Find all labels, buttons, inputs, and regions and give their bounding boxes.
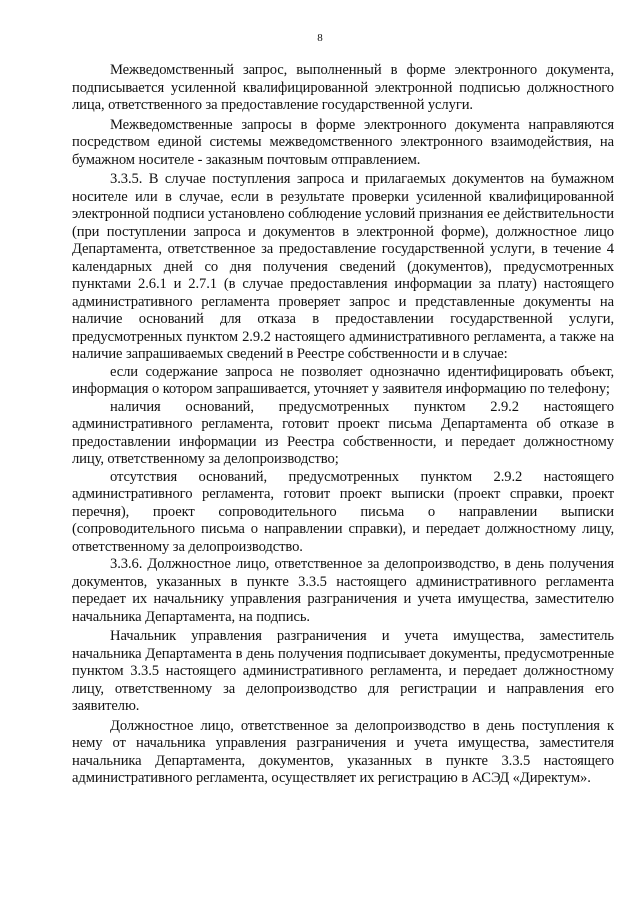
- paragraph: Должностное лицо, ответственное за делопроизводство в день поступления к нему от начальника управления разграничения и учета имущества, заместителя начальника Департамента, документов, указанных в пункте 3.3.5 настоящего административного регламента, осуществляет их регистрацию в АСЭД «Директум».: [72, 717, 614, 786]
- paragraph: 3.3.5. В случае поступления запроса и прилагаемых документов на бумажном носителе или в случае, если в результате проверки усиленной квалифицированной электронной подписи установлено соблюдение условий признания ее действительности (при поступлении запроса и документов в электронной форме), должностное лицо Департамента, ответственное за предоставление государственной услуги, в течение 4 календарных дней со дня получения сведений (документов), предусмотренных пунктами 2.6.1 и 2.7.1 (в случае предоставления информации за плату) настоящего административного регламента проверяет запрос и представленные документы на наличие оснований для отказа в предоставлении государственной услуги, предусмотренных пунктом 2.9.2 настоящего административного регламента, а также на наличие запрашиваемых сведений в Реестре собственности и в случае:: [72, 171, 614, 362]
- paragraph: отсутствия оснований, предусмотренных пунктом 2.9.2 настоящего административного регламента, готовит проект выписки (проект справки, проект перечня), проект сопроводительного письма о направлении выписки (сопроводительного письма о направлении справки), и передает должностному лицу, ответственному за делопроизводство.: [72, 468, 614, 555]
- paragraph: Начальник управления разграничения и учета имущества, заместитель начальника Департамента в день получения подписывает документы, предусмотренные пунктом 3.3.5 настоящего административного регламента, и передает должностному лицу, ответственному за делопроизводство для регистрации и направления его заявителю.: [72, 628, 614, 714]
- paragraph: если содержание запроса не позволяет однозначно идентифицировать объект, информация о котором запрашивается, уточняет у заявителя информацию по телефону;: [72, 363, 614, 397]
- page-number: 8: [317, 32, 323, 44]
- paragraph: 3.3.6. Должностное лицо, ответственное за делопроизводство, в день получения документов, указанных в пункте 3.3.5 настоящего административного регламента передает их начальнику управления разграничения и учета имущества, заместителю начальника Департамента, на подпись.: [72, 556, 614, 625]
- paragraph: Межведомственные запросы в форме электронного документа направляются посредством единой системы межведомственного электронного взаимодействия, на бумажном носителе - заказным почтовым отправлением.: [72, 116, 614, 168]
- paragraph: наличия оснований, предусмотренных пунктом 2.9.2 настоящего административного регламента, готовит проект письма Департамента об отказе в предоставлении информации из Реестра собственности, и передает должностному лицу, ответственному за делопроизводство;: [72, 398, 614, 467]
- document-body: [72, 62, 614, 788]
- paragraph: Межведомственный запрос, выполненный в форме электронного документа, подписывается усиленной квалифицированной электронной подписью должностного лица, ответственного за предоставление государственной услуги.: [72, 62, 614, 113]
